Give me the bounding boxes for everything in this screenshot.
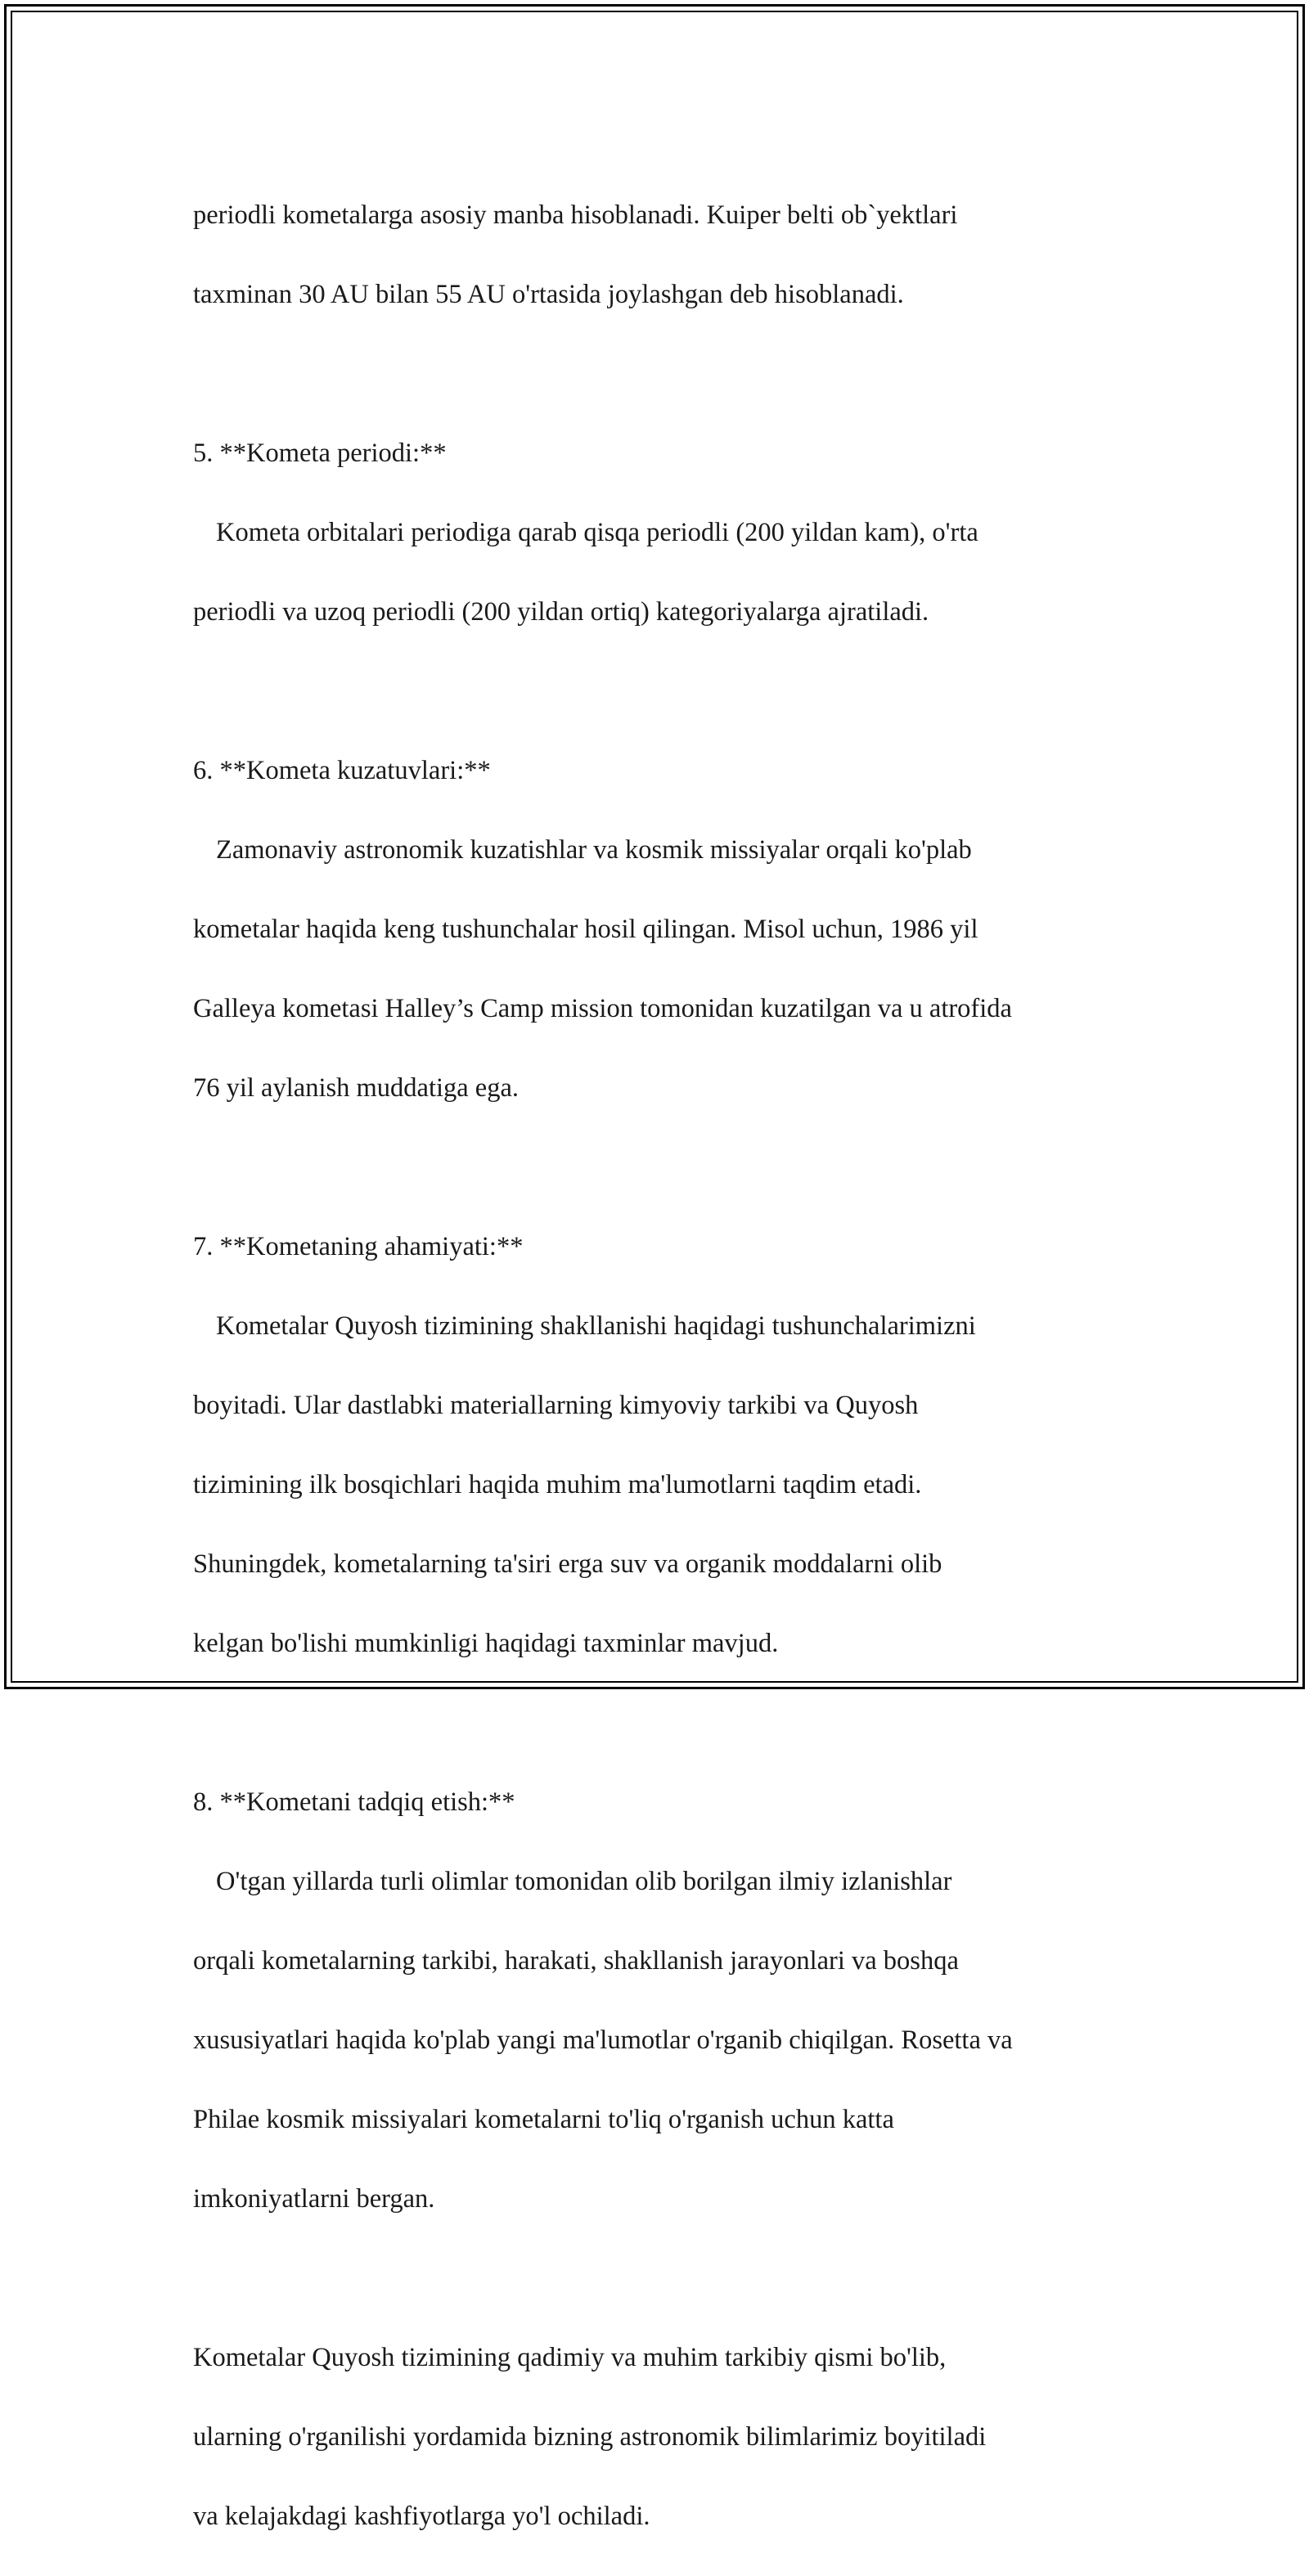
section-heading: 5. **Kometa periodi:** [193,438,447,468]
text-line: taxminan 30 AU bilan 55 AU o'rtasida joylashgan deb hisoblanadi. [193,279,904,309]
text-line: kometalar haqida keng tushunchalar hosil qilingan. Misol uchun, 1986 yil [193,914,978,944]
conclusion-paragraph [193,2298,1158,2576]
text-line: ularning o'rganilishi yordamida bizning astronomik bilimlarimiz boyitiladi [193,2421,987,2452]
text-line: xususiyatlari haqida ko'plab yangi ma'lumotlar o'rganib chiqilgan. Rosetta va [193,2025,1013,2055]
paragraph-spacer [193,1703,1158,1743]
section-heading: 6. **Kometa kuzatuvlari:** [193,755,491,785]
text-line: 76 yil aylanish muddatiga ega. [193,1072,520,1103]
text-line: Shuningdek, kometalarning ta'siri erga suv va organik moddalarni olib [193,1549,942,1579]
section-8 [193,1742,1158,2259]
text-line: kelgan bo'lishi mumkinligi haqidagi taxminlar mavjud. [193,1628,779,1658]
intro-paragraph [193,155,1158,354]
text-line: O'tgan yillarda turli olimlar tomonidan olib borilgan ilmiy izlanishlar [216,1866,952,1896]
document-body [193,155,1158,2576]
text-line: Kometalar Quyosh tizimining shakllanishi haqidagi tushunchalarimizni [216,1310,976,1341]
text-line: Kometa orbitalari periodiga qarab qisqa periodli (200 yildan kam), o'rta [216,517,978,547]
section-5 [193,393,1158,672]
text-line: Zamonaviy astronomik kuzatishlar va kosmik missiyalar orqali ko'plab [216,834,972,865]
text-line: boyitadi. Ular dastlabki materiallarning kimyoviy tarkibi va Quyosh [193,1390,919,1420]
section-heading: 8. **Kometani tadqiq etish:** [193,1787,515,1817]
text-line: tizimining ilk bosqichlari haqida muhim ma'lumotlarni taqdim etadi. [193,1469,922,1499]
text-line: va kelajakdagi kashfiyotlarga yo'l ochiladi. [193,2501,650,2531]
text-line: periodli va uzoq periodli (200 yildan ortiq) kategoriyalarga ajratiladi. [193,596,929,627]
paragraph-spacer [193,2259,1158,2299]
section-7 [193,1187,1158,1703]
text-line: Kometalar Quyosh tizimining qadimiy va muhim tarkibiy qismi bo'lib, [193,2342,947,2372]
paragraph-spacer [193,672,1158,712]
text-line: Philae kosmik missiyalari kometalarni to'liq o'rganish uchun katta [193,2104,894,2134]
paragraph-spacer [193,354,1158,394]
text-line: imkoniyatlarni bergan. [193,2183,435,2214]
paragraph-spacer [193,1148,1158,1188]
text-line: orqali kometalarning tarkibi, harakati, shakllanish jarayonlari va boshqa [193,1945,959,1976]
text-line: Galleya kometasi Halley’s Camp mission tomonidan kuzatilgan va u atrofida [193,993,1012,1023]
section-6 [193,711,1158,1148]
text-line: periodli kometalarga asosiy manba hisoblanadi. Kuiper belti ob`yektlari [193,200,958,230]
section-heading: 7. **Kometaning ahamiyati:** [193,1231,524,1261]
